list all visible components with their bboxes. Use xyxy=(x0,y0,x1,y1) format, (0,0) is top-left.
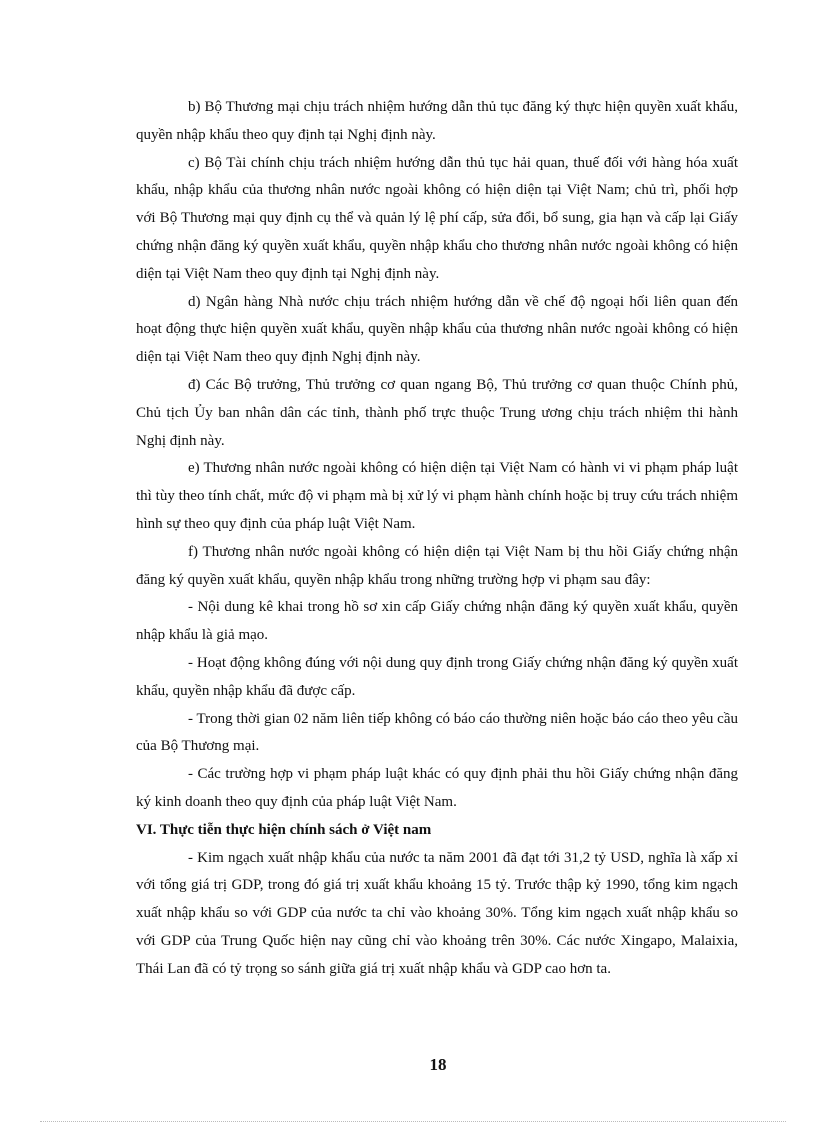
list-item: - Trong thời gian 02 năm liên tiếp không có báo cáo thường niên hoặc báo cáo theo yêu cầu của Bộ Thương mại. xyxy=(136,710,738,755)
list-item: - Nội dung kê khai trong hồ sơ xin cấp Giấy chứng nhận đăng ký quyền xuất khẩu, quyền nhập khẩu là giả mạo. xyxy=(136,599,738,644)
page-content xyxy=(136,94,738,984)
section-heading: VI. Thực tiễn thực hiện chính sách ở Việt nam xyxy=(136,821,432,838)
list-item: - Hoạt động không đúng với nội dung quy định trong Giấy chứng nhận đăng ký quyền xuất khẩu, quyền nhập khẩu đã được cấp. xyxy=(136,654,738,699)
page-number: 18 xyxy=(429,1055,447,1074)
page-bottom-divider xyxy=(40,1121,786,1122)
paragraph-e: e) Thương nhân nước ngoài không có hiện diện tại Việt Nam có hành vi vi phạm pháp luật thì tùy theo tính chất, mức độ vi phạm mà bị xử lý vi phạm hành chính hoặc bị truy cứu trách nhiệm hình sự theo quy định của pháp luật Việt Nam. xyxy=(136,460,738,532)
paragraph-d: d) Ngân hàng Nhà nước chịu trách nhiệm hướng dẫn về chế độ ngoại hối liên quan đến hoạt động thực hiện quyền xuất khẩu, quyền nhập khẩu của thương nhân nước ngoài không có hiện diện tại Việt Nam theo quy định Nghị định này. xyxy=(136,293,738,366)
paragraph-c: c) Bộ Tài chính chịu trách nhiệm hướng dẫn thủ tục hải quan, thuế đối với hàng hóa xuất khẩu, nhập khẩu của thương nhân nước ngoài không có hiện diện tại Việt Nam; chủ trì, phối hợp với Bộ Thương mại quy định cụ thể và quản lý lệ phí cấp, sửa đổi, bổ sung, gia hạn và cấp lại Giấy chứng nhận đăng ký quyền xuất khẩu, quyền nhập khẩu cho thương nhân nước ngoài không có hiện diện tại Việt Nam theo quy định tại Nghị định này. xyxy=(136,154,738,282)
paragraph-trade-stats: - Kim ngạch xuất nhập khẩu của nước ta năm 2001 đã đạt tới 31,2 tỷ USD, nghĩa là xấp xỉ với tổng giá trị GDP, trong đó giá trị xuất khẩu khoảng 15 tỷ. Trước thập kỷ 1990, tổng kim ngạch xuất nhập khẩu so với GDP của nước ta chỉ vào khoảng 30%. Tổng kim ngạch xuất nhập khẩu so với GDP của Trung Quốc hiện nay cũng chỉ vào khoảng trên 30%. Các nước Xingapo, Malaixia, Thái Lan đã có tỷ trọng so sánh giữa giá trị xuất nhập khẩu và GDP cao hơn ta. xyxy=(136,849,738,977)
paragraph-b: b) Bộ Thương mại chịu trách nhiệm hướng dẫn thủ tục đăng ký thực hiện quyền xuất khẩu, quyền nhập khẩu theo quy định tại Nghị định này. xyxy=(136,99,738,143)
paragraph-dd: đ) Các Bộ trưởng, Thủ trưởng cơ quan ngang Bộ, Thủ trưởng cơ quan thuộc Chính phủ, Chủ tịch Ủy ban nhân dân các tỉnh, thành phố trực thuộc Trung ương chịu trách nhiệm thi hành Nghị định này. xyxy=(136,376,738,449)
list-item: - Các trường hợp vi phạm pháp luật khác có quy định phải thu hồi Giấy chứng nhận đăng ký kinh doanh theo quy định của pháp luật Việt Nam. xyxy=(136,766,738,810)
paragraph-f: f) Thương nhân nước ngoài không có hiện diện tại Việt Nam bị thu hồi Giấy chứng nhận đăng ký quyền xuất khẩu, quyền nhập khẩu trong những trường hợp vi phạm sau đây: xyxy=(136,543,738,588)
